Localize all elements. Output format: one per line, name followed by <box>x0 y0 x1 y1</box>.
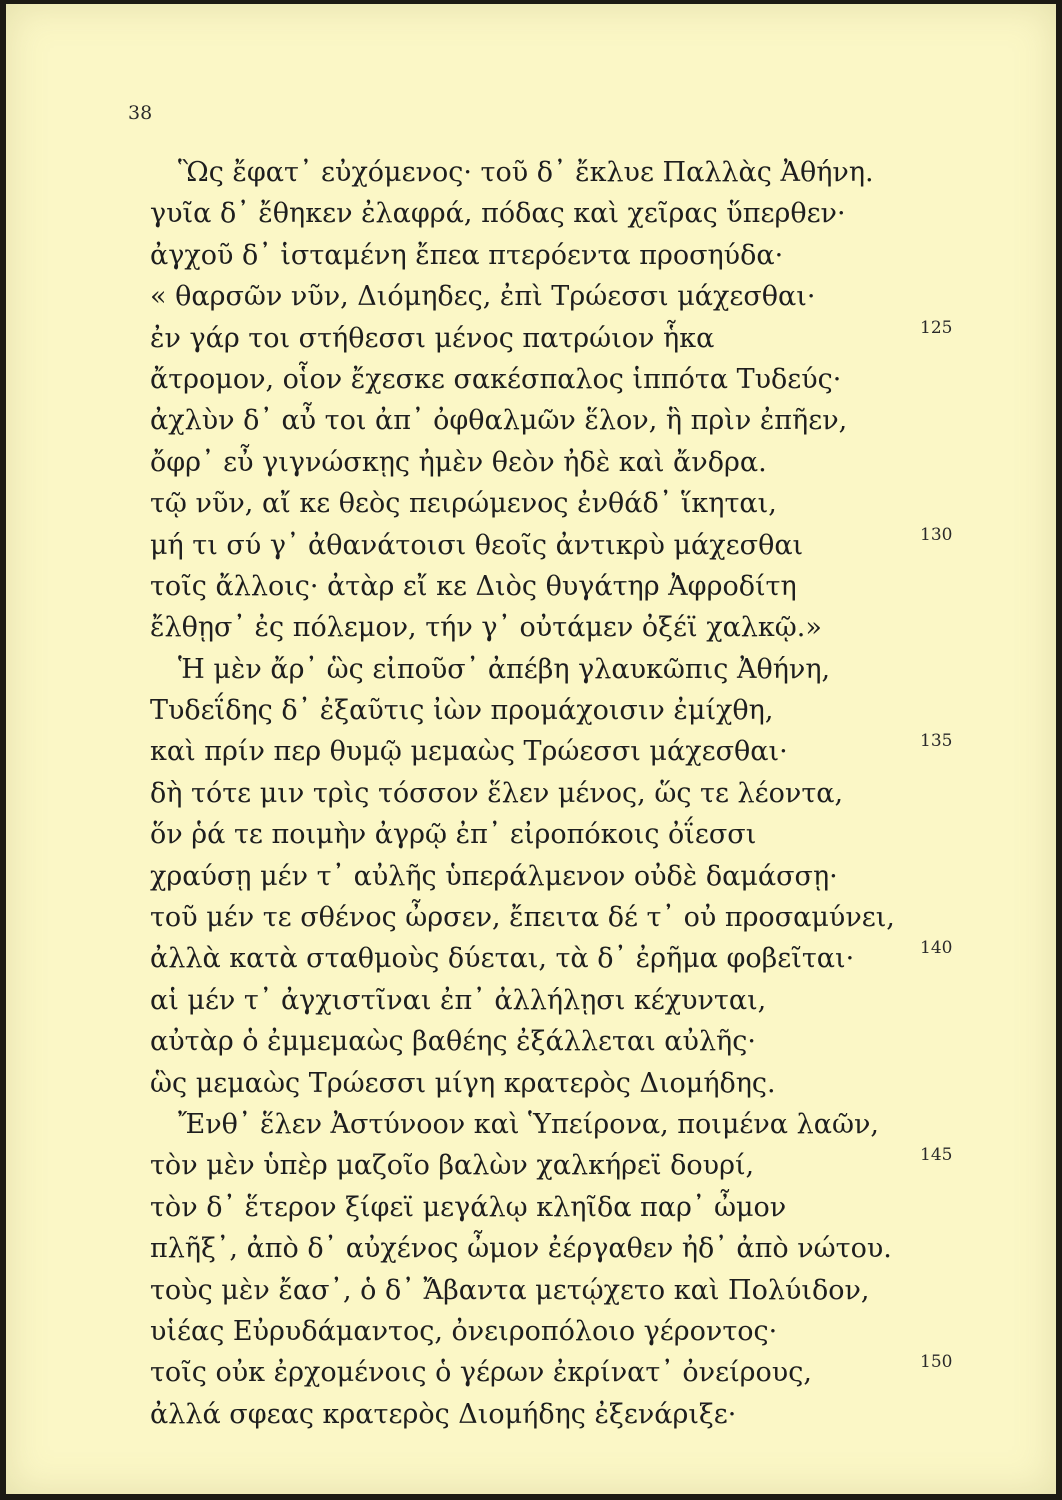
verse-text: ἀγχοῦ δ᾽ ἱσταμένη ἔπεα πτερόεντα προσηύδα· <box>150 239 784 271</box>
verse-text: τοῦ μέν τε σθένος ὦρσεν, ἔπειτα δέ τ᾽ οὐ προσαμύνει, <box>150 902 895 934</box>
verse-text: τοῖς οὐκ ἐρχομένοις ὁ γέρων ἐκρίνατ᾽ ὀνείρους, <box>150 1357 812 1389</box>
line-number: 125 <box>920 317 953 338</box>
verse-text: υἱέας Εὐρυδάμαντος, ὀνειροπόλοιο γέροντος· <box>150 1315 778 1347</box>
verse-line <box>6 897 1056 938</box>
verse-text: τὸν μὲν ὑπὲρ μαζοῖο βαλὼν χαλκήρεϊ δουρί, <box>150 1150 755 1182</box>
verse-line <box>6 649 1056 690</box>
verse-line <box>6 400 1056 441</box>
verse-line <box>6 1187 1056 1228</box>
verse-line <box>6 1352 1056 1393</box>
verse-line <box>6 814 1056 855</box>
verse-line <box>6 938 1056 979</box>
verse-text: ὣς μεμαὼς Τρώεσσι μίγη κρατερὸς Διομήδης. <box>150 1067 776 1099</box>
verse-text: ἀλλὰ κατὰ σταθμοὺς δύεται, τὰ δ᾽ ἐρῆμα φοβεῖται· <box>150 943 855 975</box>
verse-line <box>6 318 1056 359</box>
verse-text: Τυδεΐδης δ᾽ ἐξαῦτις ἰὼν προμάχοισιν ἐμίχθη, <box>150 695 774 727</box>
verse-text: τοὺς μὲν ἔασ᾽, ὁ δ᾽ Ἄβαντα μετῴχετο καὶ Πολύιδον, <box>150 1274 870 1306</box>
verse-text: τῷ νῦν, αἴ κε θεὸς πειρώμενος ἐνθάδ᾽ ἵκηται, <box>150 488 777 520</box>
line-number: 135 <box>920 731 953 752</box>
verse-text: ὄφρ᾽ εὖ γιγνώσκῃς ἠμὲν θεὸν ἠδὲ καὶ ἄνδρα. <box>150 446 767 478</box>
verse-text: τὸν δ᾽ ἕτερον ξίφεϊ μεγάλῳ κληῖδα παρ᾽ ὦμον <box>150 1191 787 1223</box>
verse-line <box>6 1104 1056 1145</box>
verse-line <box>6 566 1056 607</box>
page-number: 38 <box>128 102 153 124</box>
verse-text: καὶ πρίν περ θυμῷ μεμαὼς Τρώεσσι μάχεσθαι· <box>150 736 788 768</box>
verse-line <box>6 483 1056 524</box>
verse-text: ἔλθῃσ᾽ ἐς πόλεμον, τήν γ᾽ οὐτάμεν ὀξέϊ χαλκῷ.» <box>150 612 822 644</box>
line-number: 145 <box>920 1145 953 1166</box>
verse-line <box>6 525 1056 566</box>
verse-text: τοῖς ἄλλοις· ἀτὰρ εἴ κε Διὸς θυγάτηρ Ἀφροδίτη <box>150 570 797 602</box>
verse-text: αἱ μέν τ᾽ ἀγχιστῖναι ἐπ᾽ ἀλλήλῃσι κέχυνται, <box>150 984 767 1016</box>
line-number: 150 <box>920 1352 953 1373</box>
verse-text: γυῖα δ᾽ ἔθηκεν ἐλαφρά, πόδας καὶ χεῖρας ὕπερθεν· <box>150 198 846 230</box>
verse-text: ὅν ῥά τε ποιμὴν ἀγρῷ ἐπ᾽ εἰροπόκοις ὀΐεσσι <box>150 819 757 851</box>
line-number: 130 <box>920 524 953 545</box>
verse-text: Ἔνθ᾽ ἕλεν Ἀστύνοον καὶ Ὑπείρονα, ποιμένα λαῶν, <box>178 1108 879 1140</box>
verse-line <box>6 773 1056 814</box>
verse-text: πλῆξ᾽, ἀπὸ δ᾽ αὐχένος ὦμον ἐέργαθεν ἠδ᾽ ἀπὸ νώτου. <box>150 1233 892 1265</box>
verse-line <box>6 690 1056 731</box>
book-page <box>6 4 1056 1494</box>
verse-line <box>6 442 1056 483</box>
verse-line <box>6 1270 1056 1311</box>
verse-line <box>6 1021 1056 1062</box>
verse-line <box>6 1394 1056 1435</box>
verse-text: Ἡ μὲν ἄρ᾽ ὣς εἰποῦσ᾽ ἀπέβη γλαυκῶπις Ἀθήνη, <box>178 653 831 685</box>
verse-line <box>6 980 1056 1021</box>
verse-text: αὐτὰρ ὁ ἐμμεμαὼς βαθέης ἐξάλλεται αὐλῆς· <box>150 1026 756 1058</box>
verse-line <box>6 1063 1056 1104</box>
verse-text: δὴ τότε μιν τρὶς τόσσον ἕλεν μένος, ὥς τε λέοντα, <box>150 777 844 809</box>
verse-line <box>6 193 1056 234</box>
verse-text: χραύσῃ μέν τ᾽ αὐλῆς ὑπεράλμενον οὐδὲ δαμάσσῃ· <box>150 860 838 892</box>
verse-text: ἐν γάρ τοι στήθεσσι μένος πατρώιον ἧκα <box>150 322 715 354</box>
verse-line <box>6 607 1056 648</box>
verse-line <box>6 235 1056 276</box>
verse-text: Ὣς ἔφατ᾽ εὐχόμενος· τοῦ δ᾽ ἔκλυε Παλλὰς Ἀθήνη. <box>178 157 874 188</box>
verse-line <box>6 359 1056 400</box>
verse-block <box>6 152 1056 1435</box>
verse-text: « θαρσῶν νῦν, Διόμηδες, ἐπὶ Τρώεσσι μάχεσθαι· <box>150 281 816 313</box>
verse-text: ἀλλά σφεας κρατερὸς Διομήδης ἐξενάριξε· <box>150 1398 737 1430</box>
verse-text: ἀχλὺν δ᾽ αὖ τοι ἀπ᾽ ὀφθαλμῶν ἕλον, ἣ πρὶν ἐπῆεν, <box>150 405 848 437</box>
verse-line <box>6 1145 1056 1186</box>
verse-line <box>6 152 1056 193</box>
verse-line <box>6 731 1056 772</box>
verse-line <box>6 276 1056 317</box>
line-number: 140 <box>920 938 953 959</box>
verse-line <box>6 856 1056 897</box>
verse-text: μή τι σύ γ᾽ ἀθανάτοισι θεοῖς ἀντικρὺ μάχεσθαι <box>150 529 804 561</box>
verse-line <box>6 1228 1056 1269</box>
verse-line <box>6 1311 1056 1352</box>
verse-text: ἄτρομον, οἷον ἔχεσκε σακέσπαλος ἱππότα Τυδεύς· <box>150 363 842 395</box>
